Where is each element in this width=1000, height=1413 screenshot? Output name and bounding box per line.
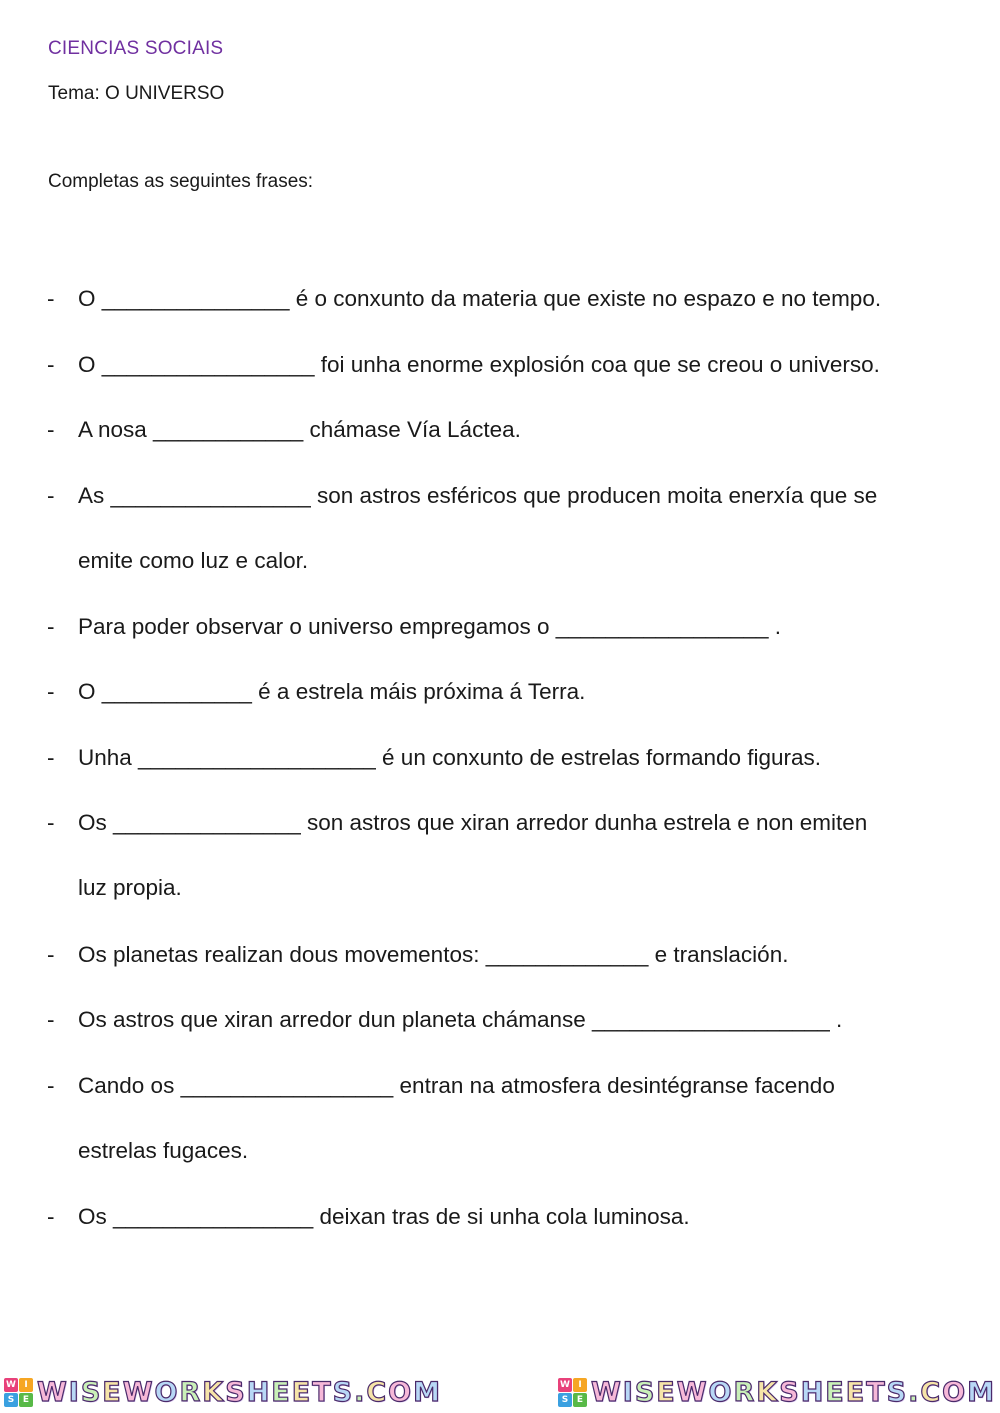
brand-logo-icon (4, 1378, 33, 1407)
watermark-footer (0, 1372, 1000, 1413)
bullet-dash: - (47, 1073, 55, 1098)
logo-cell: W (558, 1378, 572, 1392)
logo-cell: S (4, 1393, 18, 1407)
watermark-letter: R (733, 1377, 757, 1408)
watermark-text (37, 1377, 442, 1408)
bullet-dash: - (47, 614, 55, 639)
logo-cell: W (4, 1378, 18, 1392)
watermark-letter: S (80, 1377, 103, 1408)
watermark-brand (4, 1377, 442, 1408)
logo-cell: I (19, 1378, 33, 1392)
bullet-dash: - (47, 1007, 55, 1032)
watermark-letter: C (366, 1377, 389, 1408)
sentence-text: Os planetas realizan dous movementos: _____________ e translación. (78, 942, 789, 967)
sentence-text: Os ________________ deixan tras de si unha cola luminosa. (78, 1204, 690, 1229)
logo-cell: E (19, 1393, 33, 1407)
watermark-letter: E (656, 1377, 677, 1408)
watermark-text (591, 1377, 996, 1408)
bullet-dash: - (47, 1204, 55, 1229)
watermark-letter: W (37, 1377, 69, 1408)
sentence-continuation: luz propia. (78, 875, 182, 900)
watermark-letter: E (845, 1377, 867, 1408)
watermark-letter: M (967, 1377, 996, 1408)
watermark-letter: E (102, 1377, 123, 1408)
bullet-dash: - (47, 417, 55, 442)
bullet-dash: - (47, 679, 55, 704)
brand-logo-icon (558, 1378, 587, 1407)
sentence-text: O _________________ foi unha enorme explosión coa que se creou o universo. (78, 352, 880, 377)
instruction-text: Completas as seguintes frases: (48, 171, 314, 192)
watermark-letter: O (154, 1377, 180, 1408)
watermark-letter: S (779, 1377, 801, 1408)
watermark-letter: O (942, 1377, 968, 1408)
sentence-continuation: estrelas fugaces. (78, 1138, 249, 1163)
watermark-letter: . (354, 1377, 367, 1408)
watermark-letter: S (886, 1377, 909, 1408)
watermark-letter: M (413, 1377, 442, 1408)
sentence-text: Para poder observar o universo empregamos o _________________ . (78, 614, 781, 639)
watermark-letter: C (920, 1377, 943, 1408)
sentence-text: Unha ___________________ é un conxunto de estrelas formando figuras. (78, 745, 822, 770)
watermark-letter: W (676, 1377, 709, 1408)
watermark-letter: I (622, 1377, 635, 1408)
sentence-text: A nosa ____________ chámase Vía Láctea. (78, 417, 521, 442)
watermark-letter: S (634, 1377, 657, 1408)
watermark-letter: K (756, 1377, 780, 1408)
watermark-letter: R (179, 1377, 203, 1408)
sentence-text: Os _______________ son astros que xiran arredor dunha estrela e non emiten (78, 810, 868, 835)
bullet-dash: - (47, 352, 55, 377)
watermark-letter: O (708, 1377, 734, 1408)
watermark-letter: H (246, 1377, 272, 1408)
watermark-letter: E (271, 1377, 292, 1408)
watermark-letter: T (866, 1377, 887, 1408)
bullet-dash: - (47, 483, 55, 508)
watermark-letter: O (388, 1377, 414, 1408)
watermark-letter: H (800, 1377, 826, 1408)
watermark-letter: W (122, 1377, 155, 1408)
sentence-text: As ________________ son astros esféricos que producen moita enerxía que se (78, 483, 878, 508)
logo-cell: S (558, 1393, 572, 1407)
watermark-letter: I (68, 1377, 81, 1408)
logo-cell: E (573, 1393, 587, 1407)
bullet-dash: - (47, 810, 55, 835)
bullet-dash: - (47, 286, 55, 311)
sentence-continuation: emite como luz e calor. (78, 548, 309, 573)
watermark-letter: W (591, 1377, 623, 1408)
watermark-letter: T (312, 1377, 333, 1408)
bullet-dash: - (47, 942, 55, 967)
sentence-text: Cando os _________________ entran na atmosfera desintégranse facendo (78, 1073, 835, 1098)
watermark-letter: . (908, 1377, 921, 1408)
sentence-text: O ____________ é a estrela máis próxima á Terra. (78, 679, 586, 704)
watermark-letter: E (291, 1377, 313, 1408)
watermark-letter: E (825, 1377, 846, 1408)
bullet-dash: - (47, 745, 55, 770)
logo-cell: I (573, 1378, 587, 1392)
sentence-text: O _______________ é o conxunto da materia que existe no espazo e no tempo. (78, 286, 882, 311)
watermark-brand (558, 1377, 996, 1408)
theme-title: Tema: O UNIVERSO (48, 83, 225, 104)
subject-title: CIENCIAS SOCIAIS (48, 38, 224, 59)
watermark-letter: K (202, 1377, 226, 1408)
watermark-letter: S (332, 1377, 355, 1408)
watermark-letter: S (225, 1377, 247, 1408)
sentence-text: Os astros que xiran arredor dun planeta chámanse ___________________ . (78, 1007, 843, 1032)
